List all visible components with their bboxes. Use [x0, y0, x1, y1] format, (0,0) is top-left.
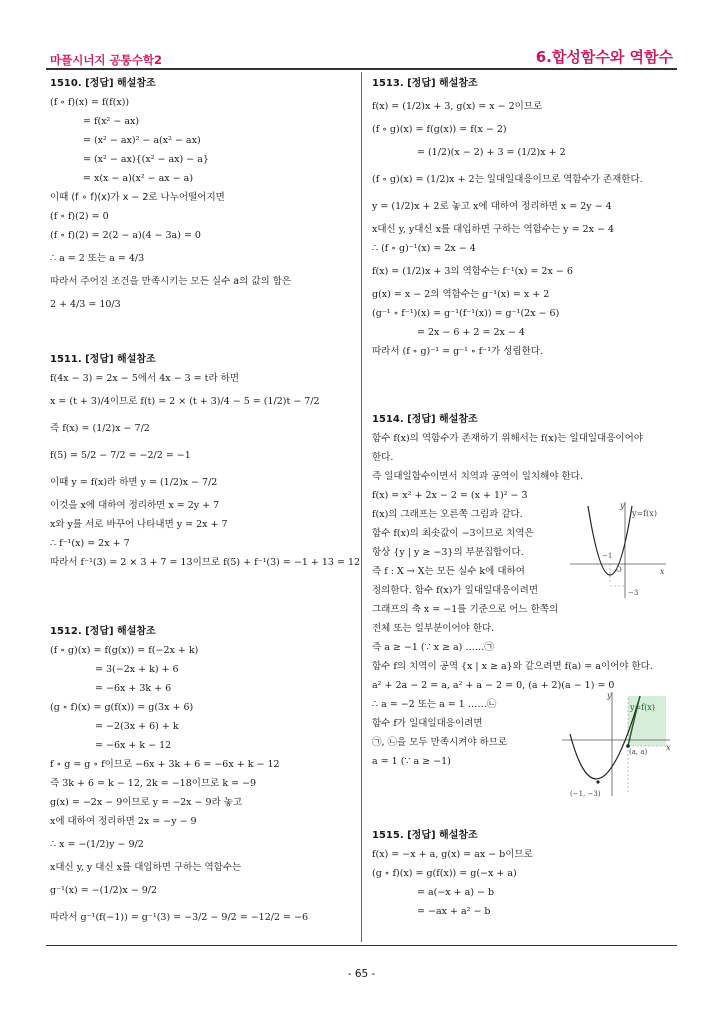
solution-line: 2 + 4/3 = 10/3 [50, 299, 121, 310]
x-axis-label: x [666, 743, 671, 752]
solution-line: = a(−x + a) − b [417, 887, 495, 898]
header-chapter-title: 6.합성함수와 역함수 [535, 48, 673, 66]
solution-line: g⁻¹(x) = −(1/2)x − 9/2 [50, 885, 157, 896]
problem-title: 1514. [정답] 해설참조 [372, 414, 478, 425]
parabola-graph-svg [570, 498, 670, 600]
domain-graph [562, 690, 674, 800]
solution-line: ∴ a = −2 또는 a = 1 ……㉡ [372, 699, 497, 710]
solution-line: 즉 a ≥ −1 (∵ x ≥ a) ……㉠ [372, 642, 494, 653]
solution-line: ∴ x = −(1/2)y − 9/2 [50, 839, 144, 850]
problem-1515 [372, 826, 677, 921]
solution-line: ∴ f⁻¹(x) = 2x + 7 [50, 538, 130, 549]
solution-line: ㉠, ㉡을 모두 만족시켜야 하므로 [372, 737, 508, 748]
solution-line: x대신 y, y 대신 x를 대입하면 구하는 역함수는 [50, 862, 242, 873]
solution-line: y = (1/2)x + 2로 놓고 x에 대하여 정리하면 x = 2y − 4 [372, 201, 612, 212]
vertex-point [596, 780, 599, 783]
solution-line: 즉 f(x) = (1/2)x − 7/2 [50, 423, 150, 434]
curve-label: y=f(x) [632, 509, 657, 518]
header-book-title: 마플시너지 공통수학2 [50, 53, 162, 67]
solution-line: 그래프의 축 x = −1를 기준으로 어느 한쪽의 [372, 604, 559, 615]
point-label: (a, a) [629, 748, 648, 756]
solution-line: f(x) = x² + 2x − 2 = (x + 1)² − 3 [372, 490, 528, 501]
curve-label: y=f(x) [630, 703, 655, 712]
solution-line: = (x² − ax)² − a(x² − ax) [83, 135, 201, 146]
problem-1511 [50, 350, 361, 572]
solution-line: (f ∘ f)(2) = 0 [50, 211, 109, 222]
solution-line: (f ∘ f)(x) = f(f(x)) [50, 97, 130, 108]
solution-line: (f ∘ g)(x) = f(g(x)) = f(−2x + k) [50, 645, 199, 656]
solution-line: = −ax + a² − b [417, 906, 491, 917]
solution-line: 함수 f의 치역이 공역 {x | x ≥ a}와 같으려면 f(a) = a이어야 한다. [372, 661, 653, 672]
solution-line: 함수 f(x)의 역함수가 존재하기 위해서는 f(x)는 일대일대응이어야 [372, 433, 643, 444]
solution-line: f(x) = −x + a, g(x) = ax − b이므로 [372, 849, 533, 860]
problem-1510 [50, 74, 355, 318]
solution-line: = (x² − ax){(x² − ax) − a} [83, 154, 209, 165]
solution-line: 즉 일대일함수이면서 치역과 공역이 일치해야 한다. [372, 471, 583, 482]
solution-line: a² + 2a − 2 = a, a² + a − 2 = 0, (a + 2)(a − 1) = 0 [372, 680, 615, 691]
solution-line: = (1/2)(x − 2) + 3 = (1/2)x + 2 [417, 147, 566, 158]
solution-line: f(x)의 그래프는 오른쪽 그림과 같다. [372, 509, 523, 520]
solution-line: 이때 (f ∘ f)(x)가 x − 2로 나누어떨어지면 [50, 192, 225, 203]
solution-line: 함수 f가 일대일대응이려면 [372, 718, 483, 729]
solution-line: (g ∘ f)(x) = g(f(x)) = g(3x + 6) [50, 702, 194, 713]
solution-line: 즉 3k + 6 = k − 12, 2k = −18이므로 k = −9 [50, 778, 257, 789]
solution-line: ∴ a = 2 또는 a = 4/3 [50, 253, 145, 264]
solution-line: g(x) = x − 2의 역함수는 g⁻¹(x) = x + 2 [372, 289, 550, 300]
solution-line: f ∘ g = g ∘ f이므로 −6x + 3k + 6 = −6x + k − 12 [50, 759, 280, 770]
solution-line: x에 대하여 정리하면 2x = −y − 9 [50, 816, 197, 827]
y-tick-label: −3 [628, 589, 639, 597]
origin-label: O [616, 566, 622, 574]
problem-title: 1513. [정답] 해설참조 [372, 78, 478, 89]
solution-line: = 3(−2x + k) + 6 [95, 664, 179, 675]
solution-line: 따라서 주어진 조건을 만족시키는 모든 실수 a의 값의 합은 [50, 276, 292, 287]
vertex-label: (−1, −3) [570, 790, 601, 798]
solution-line: (g⁻¹ ∘ f⁻¹)(x) = g⁻¹(f⁻¹(x)) = g⁻¹(2x − 6) [372, 308, 560, 319]
solution-line: 따라서 (f ∘ g)⁻¹ = g⁻¹ ∘ f⁻¹가 성립한다. [372, 346, 543, 357]
y-axis-label: y [607, 691, 612, 700]
solution-line: x와 y를 서로 바꾸어 나타내면 y = 2x + 7 [50, 519, 228, 530]
solution-line: a = 1 (∵ a ≥ −1) [372, 756, 451, 767]
solution-line: 즉 f : X → X는 모든 실수 k에 대하여 [372, 566, 525, 577]
solution-line: (f ∘ g)(x) = (1/2)x + 2는 일대일대응이므로 역함수가 존재한다. [372, 174, 643, 185]
solution-line: 이때 y = f(x)라 하면 y = (1/2)x − 7/2 [50, 477, 218, 488]
solution-line: 함수 f(x)의 최솟값이 −3이므로 치역은 [372, 528, 534, 539]
problem-1513 [372, 74, 677, 361]
solution-line: (f ∘ f)(2) = 2(2 − a)(4 − 3a) = 0 [50, 230, 201, 241]
problem-title: 1512. [정답] 해설참조 [50, 626, 156, 637]
x-tick-label: −1 [602, 552, 613, 560]
solution-line: f(x) = (1/2)x + 3의 역함수는 f⁻¹(x) = 2x − 6 [372, 266, 573, 277]
solution-line: = −6x + 3k + 6 [95, 683, 172, 694]
solution-line: = −6x + k − 12 [95, 740, 172, 751]
solution-line: 전체 또는 일부분이어야 한다. [372, 623, 495, 634]
solution-line: x대신 y, y대신 x를 대입하면 구하는 역함수는 y = 2x − 4 [372, 224, 614, 235]
x-axis-label: x [660, 567, 665, 576]
solution-line: 따라서 f⁻¹(3) = 2 × 3 + 7 = 13이므로 f(5) + f⁻¹(3) = −1 + 13 = 12 [50, 557, 361, 568]
problem-1512 [50, 622, 355, 931]
solution-line: (g ∘ f)(x) = g(f(x)) = g(−x + a) [372, 868, 517, 879]
solution-line: 정의한다. 함수 f(x)가 일대일대응이려면 [372, 585, 539, 596]
solution-line: = −2(3x + 6) + k [95, 721, 179, 732]
y-axis-label: y [620, 501, 625, 510]
domain-graph-svg [562, 690, 674, 800]
solution-line: = 2x − 6 + 2 = 2x − 4 [417, 327, 525, 338]
solution-line: 한다. [372, 452, 394, 463]
footer-divider [46, 945, 677, 946]
solution-line: = f(x² − ax) [83, 116, 140, 127]
solution-line: (f ∘ g)(x) = f(g(x)) = f(x − 2) [372, 124, 507, 135]
solution-line: ∴ (f ∘ g)⁻¹(x) = 2x − 4 [372, 243, 476, 254]
header-divider [46, 68, 677, 70]
solution-line: x = (t + 3)/4이므로 f(t) = 2 × (t + 3)/4 − 5 = (1/2)t − 7/2 [50, 396, 320, 407]
problem-title: 1511. [정답] 해설참조 [50, 354, 156, 365]
solution-line: g(x) = −2x − 9이므로 y = −2x − 9라 놓고 [50, 797, 243, 808]
solution-line: f(4x − 3) = 2x − 5에서 4x − 3 = t라 하면 [50, 373, 240, 384]
solution-line: 따라서 g⁻¹(f(−1)) = g⁻¹(3) = −3/2 − 9/2 = −12/2 = −6 [50, 912, 308, 923]
problem-title: 1510. [정답] 해설참조 [50, 78, 156, 89]
solution-line: = x(x − a)(x² − ax − a) [83, 173, 194, 184]
column-divider [361, 72, 362, 942]
solution-line: f(5) = 5/2 − 7/2 = −2/2 = −1 [50, 450, 191, 461]
page-number: - 65 - [347, 968, 376, 980]
parabola-graph [570, 498, 670, 600]
solution-line: 이것을 x에 대하여 정리하면 x = 2y + 7 [50, 500, 220, 511]
solution-line: f(x) = (1/2)x + 3, g(x) = x − 2이므로 [372, 101, 543, 112]
solution-line: 항상 {y | y ≥ −3}의 부분집합이다. [372, 547, 524, 558]
problem-title: 1515. [정답] 해설참조 [372, 830, 478, 841]
